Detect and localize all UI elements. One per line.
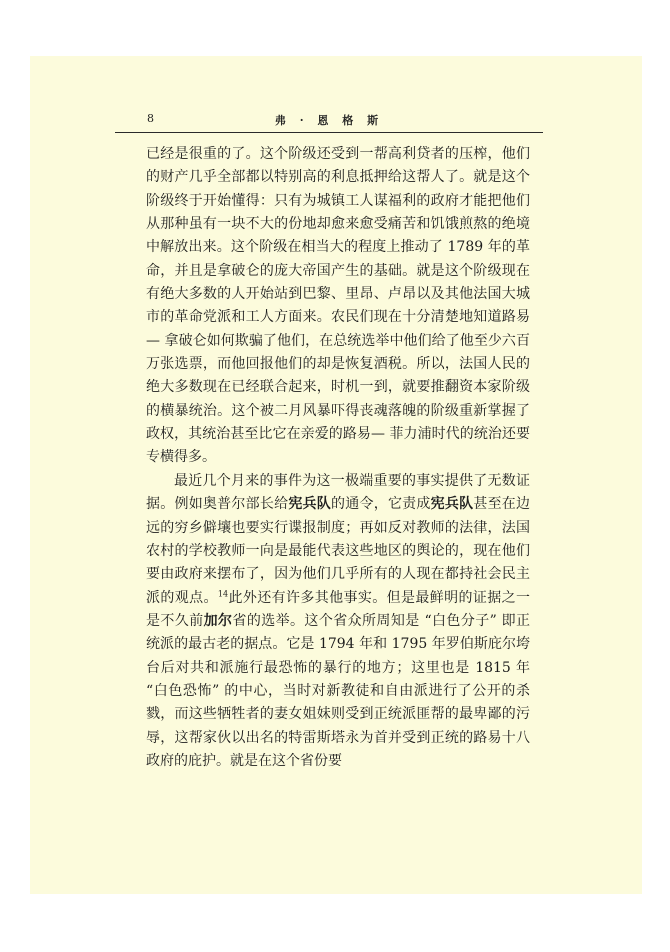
- emphasis-gendarmerie: 宪兵队: [430, 496, 474, 513]
- paragraph-2-text: 甚至在边远的穷乡僻壤也要实行谍报制度；再如反对教师的法律，法国农村的学校教师一向是最能代表这些地区的舆论的，现在他们要由政府来摆布了，因为他们几乎所有的人现在都持社会民主派的观点。: [146, 496, 531, 606]
- body-text: [146, 143, 530, 773]
- emphasis-gard: 加尔: [203, 612, 233, 629]
- paragraph-2-text: 的通令，它责成: [331, 496, 431, 513]
- footnote-marker: 14: [217, 588, 229, 598]
- page-header: [115, 106, 543, 133]
- page-number: 8: [147, 112, 154, 125]
- emphasis-gendarmerie: 宪兵队: [288, 496, 332, 513]
- paragraph-2: [146, 470, 530, 773]
- paragraph-1: 已经是很重的了。这个阶级还受到一帮高利贷者的压榨，他们的财产几乎全部都以特别高的利息抵押给这帮人了。就是这个阶级终于开始懂得：只有为城镇工人谋福利的政府才能把他们从那种虽有一块不大的份地却愈来愈受痛苦和饥饿煎熬的绝境中解放出来。这个阶级在相当大的程度上推动了 1789 年的革命，并且是拿破仑的庞大帝国产生的基础。就是这个阶级现在有绝大多数的人开始站到巴黎、里昂、卢昂以及其他法国大城市的革命党派和工人方面来。农民们现在十分清楚地知道路易— 拿破仑如何欺骗了他们，在总统选举中他们给了他至少六百万张选票，而他回报他们的却是恢复酒税。所以，法国人民的绝大多数现在已经联合起来，时机一到，就要推翻资本家阶级的横暴统治。这个被二月风暴吓得丧魂落魄的阶级重新掌握了政权，其统治甚至比它在亲爱的路易— 菲力浦时代的统治还要专横得多。: [146, 146, 530, 466]
- paragraph-2-text: 此外还有许多其他事实。但是最鲜明的证据之一是不久前: [146, 589, 531, 629]
- paragraph-2-text: 最近几个月来的事件为这一极端重要的事实提供了无数证据。例如奥普尔部长给: [146, 472, 530, 513]
- running-title: 弗 · 恩 格 斯: [274, 114, 384, 127]
- paragraph-2-text: 省的选举。这个省众所周知是 “白色分子” 即正统派的最古老的据点。它是 1794 年和 1795 年罗伯斯庇尔垮台后对共和派施行最恐怖的暴行的地方；这里也是 1815 年 “白色恐怖” 的中心，当时对新教徒和自由派进行了公开的杀戮，而这些牺牲者的妻女姐妹则受到正统派匪帮的最卑鄙的污辱，这帮家伙以出名的特雷斯塔永为首并受到正统的路易十八政府的庇护。就是在这个省份要: [146, 612, 531, 769]
